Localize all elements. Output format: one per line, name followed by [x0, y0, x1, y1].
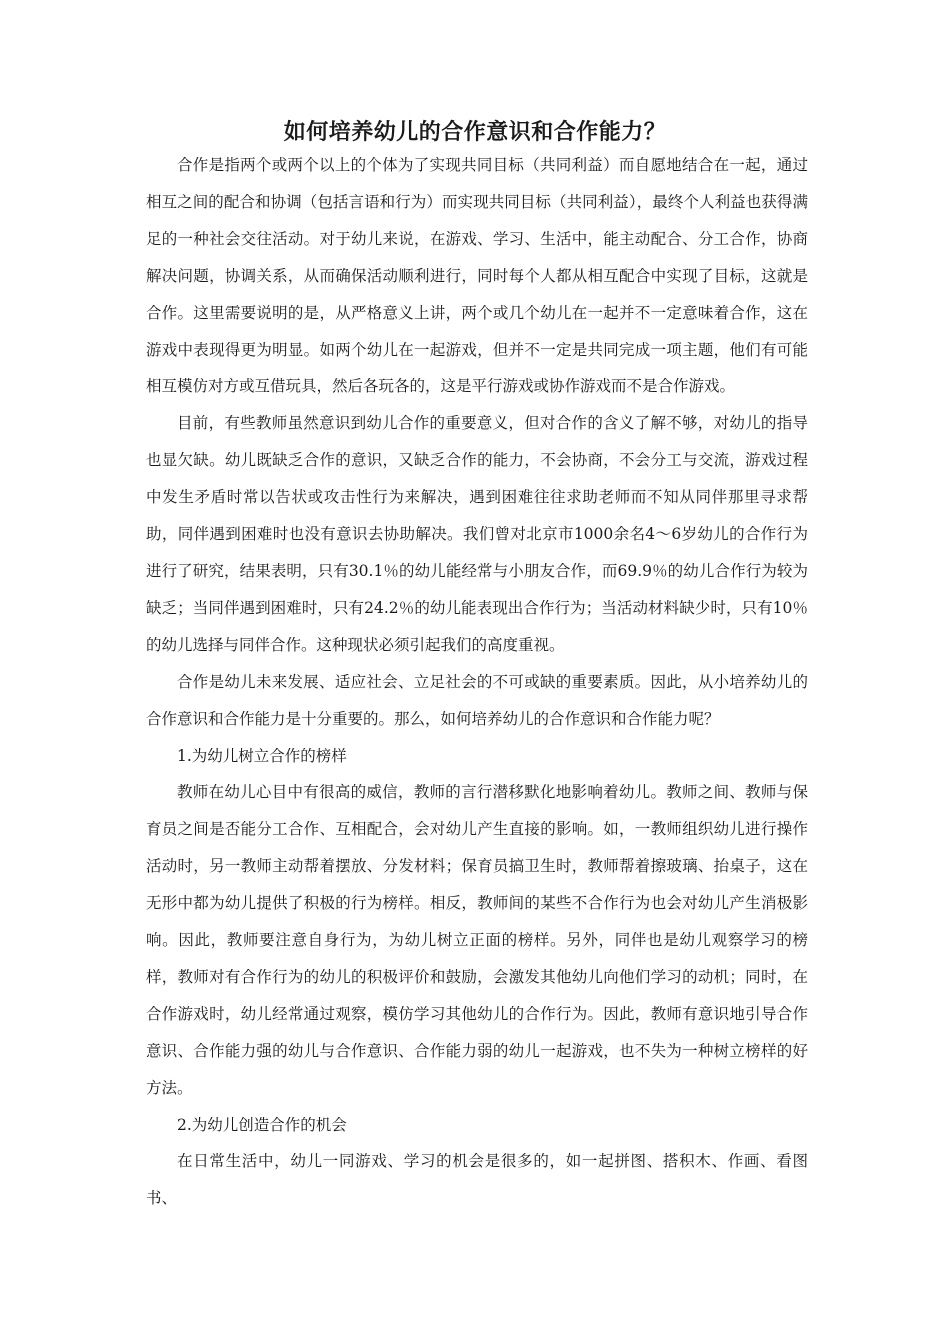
- paragraph-definition: 合作是指两个或两个以上的个体为了实现共同目标（共同利益）而自愿地结合在一起，通过相互之间的配合和协调（包括言语和行为）而实现共同目标（共同利益），最终个人利益也获得满足的一种社会交往活动。对于幼儿来说，在游戏、学习、生活中，能主动配合、分工合作，协商解决问题，协调关系，从而确保活动顺利进行，同时每个人都从相互配合中实现了目标，这就是合作。这里需要说明的是，从严格意义上讲，两个或几个幼儿在一起并不一定意味着合作，这在游戏中表现得更为明显。如两个幼儿在一起游戏，但并不一定是共同完成一项主题，他们有可能相互模仿对方或互借玩具，然后各玩各的，这是平行游戏或协作游戏而不是合作游戏。: [146, 156, 808, 396]
- paragraph-opportunities: 在日常生活中，幼儿一同游戏、学习的机会是很多的，如一起拼图、搭积木、作画、看图书、: [146, 1152, 808, 1208]
- document-title: 如何培养幼儿的合作意识和合作能力？: [283, 119, 667, 145]
- section-heading-2: 2.为幼儿创造合作的机会: [177, 1115, 347, 1134]
- paragraph-current-situation: 目前，有些教师虽然意识到幼儿合作的重要意义，但对合作的含义了解不够，对幼儿的指导也显欠缺。幼儿既缺乏合作的意识，又缺乏合作的能力，不会协商，不会分工与交流，游戏过程中发生矛盾时常以告状或攻击性行为来解决，遇到困难往往求助老师而不知从同伴那里寻求帮助，同伴遇到困难时也没有意识去协助解决。我们曾对北京市1000余名4～6岁幼儿的合作行为进行了研究，结果表明，只有30.1％的幼儿能经常与小朋友合作，而69.9％的幼儿合作行为较为缺乏；当同伴遇到困难时，只有24.2％的幼儿能表现出合作行为；当活动材料缺少时，只有10％的幼儿选择与同伴合作。这种现状必须引起我们的高度重视。: [146, 414, 808, 654]
- section-heading-1: 1.为幼儿树立合作的榜样: [177, 746, 347, 765]
- paragraph-role-model: 教师在幼儿心目中有很高的威信，教师的言行潜移默化地影响着幼儿。教师之间、教师与保育员之间是否能分工合作、互相配合，会对幼儿产生直接的影响。如，一教师组织幼儿进行操作活动时，另一教师主动帮着摆放、分发材料；保育员搞卫生时，教师帮着擦玻璃、抬桌子，这在无形中都为幼儿提供了积极的行为榜样。相反，教师间的某些不合作行为也会对幼儿产生消极影响。因此，教师要注意自身行为，为幼儿树立正面的榜样。另外，同伴也是幼儿观察学习的榜样，教师对有合作行为的幼儿的积极评价和鼓励，会激发其他幼儿向他们学习的动机；同时，在合作游戏时，幼儿经常通过观察，模仿学习其他幼儿的合作行为。因此，教师有意识地引导合作意识、合作能力强的幼儿与合作意识、合作能力弱的幼儿一起游戏，也不失为一种树立榜样的好方法。: [146, 783, 808, 1097]
- paragraph-importance: 合作是幼儿未来发展、适应社会、立足社会的不可或缺的重要素质。因此，从小培养幼儿的合作意识和合作能力是十分重要的。那么，如何培养幼儿的合作意识和合作能力呢？: [146, 672, 808, 728]
- document-body: [146, 147, 808, 1217]
